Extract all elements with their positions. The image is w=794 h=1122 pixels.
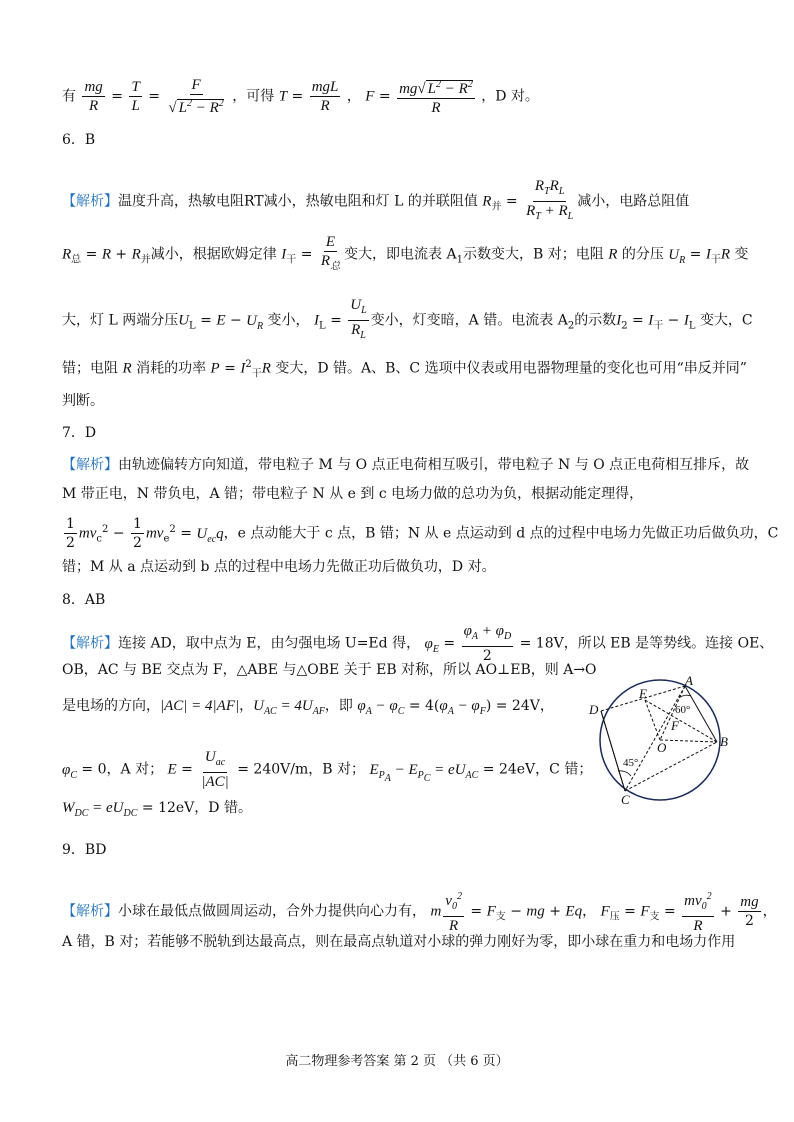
analysis-q6-line2: $R_总 = R + R_并$减小，根据欧姆定律 $I_干$ = $\frac{E}{R_总}$ 变大，即电流表 $A_1$示数变大，B 对；电阻 R 的分压 $U_R = I_干R$ 变 (62, 234, 749, 272)
analysis-q8-line1: 【解析】连接 AD，取中点为 E，由匀强电场 U=Ed 得， $\varphi_E$ = $\frac{\varphi_A + \varphi_D}{2}$ = 18V，所以 EB 是等势线。连接 OE、 (62, 623, 774, 664)
circle-geometry-figure (585, 676, 735, 806)
label-a: A (685, 676, 693, 688)
fraction: $\frac{mg}{R}$ (84, 79, 103, 114)
analysis-q7-line3: $\frac{1}{2}$ $mv_c^2$ − $\frac{1}{2}$ $mv_e^2 = U_{ec}q$，e 点动能大于 c 点，B 错；N 从 e 点运动到 d 点的过程中电场力先做正功后做负功，C (66, 516, 779, 551)
analysis-tag: 【解析】 (62, 193, 118, 210)
analysis-q7-line2: M 带正电，N 带负电，A 错；带电粒子 N 从 e 到 c 电场力做的总功为负，根据动能定理得， (62, 486, 644, 502)
analysis-q8-line5: $W_{DC} = eU_{DC} = 12eV$，D 错。 (62, 800, 252, 819)
analysis-q8-line4: $\varphi_C = 0$，A 对； E = $\frac{U_{ac}}{|AC|}$ = 240V/m，B 对； $E_{P_A} - E_{P_C} = eU_{AC} = 24eV$，C 错； (62, 749, 593, 790)
label-d: D (589, 702, 599, 717)
angle-60: 60° (675, 704, 691, 716)
analysis-q7-line4: 错；M 从 a 点运动到 b 点的过程中电场力先做正功后做负功，D 对。 (62, 559, 496, 575)
analysis-q9-line1: 【解析】小球在最低点做圆周运动，合外力提供向心力有， m $\frac{v_0^2}{R}$ = $F_支$ − mg + Eq， $F_压 = F_支$ = $\frac{mv_0^2}{R}$ + $\frac{mg}{2}$ ， (62, 888, 777, 935)
label-b: B (720, 734, 728, 749)
formula-line-tension: 有 $\frac{mg}{R}$ = $\frac{T}{L}$ = $\frac{F}{√ L^2 - R^2}$ ，可得 T = $\frac{\text{mgL}}{R}$ ， F = $\frac{mg√ L^2 - R^2}{R}$ ，D 对。 (62, 77, 539, 116)
question-number-6: 6．B (62, 132, 96, 148)
page-footer: 高二物理参考答案 第 2 页 （共 6 页） (285, 1054, 509, 1069)
analysis-q8-line3: 是电场的方向，|AC| = 4|AF|，$U_{AC} = 4U_{AF}$，即 $\varphi_A - \varphi_C = 4(\varphi_A - \varphi_F) = 24V$， (62, 698, 554, 717)
question-number-8: 8．AB (62, 592, 106, 608)
angle-45: 45° (623, 757, 639, 769)
label-f: F (671, 718, 679, 733)
label-e: E (639, 686, 647, 701)
analysis-q9-line2: A 错，B 对；若能够不脱轨到达最高点，则在最高点轨道对小球的弹力刚好为零，即小球在重力和电场力作用 (62, 934, 736, 950)
analysis-q6-line4: 错；电阻 R 消耗的功率 $P = I^2_干R$ 变大，D 错。A、B、C 选项中仪表或用电器物理量的变化也可用“串反并同” (62, 359, 747, 380)
label-o: O (657, 740, 667, 755)
analysis-q6-line5: 判断。 (62, 393, 104, 409)
analysis-q6-line3: 大，灯 L 两端分压$U_L = E - U_R$ 变小， $I_L$ = $\frac{U_L}{R_L}$ 变小，灯变暗，A 错。电流表 $A_2$的示数$I_2 = I_干 - I_L$ 变大，C (62, 297, 753, 341)
analysis-q6-line1: 【解析】温度升高，热敏电阻RT减小，热敏电阻和灯 L 的并联阻值 $R_并$ = $\frac{R_TR_L}{R_T + R_L}$ 减小，电路总阻值 (62, 178, 690, 222)
label-c: C (621, 792, 630, 806)
question-number-7: 7．D (62, 425, 97, 441)
question-number-9: 9．BD (62, 842, 107, 858)
analysis-q8-line2: OB，AC 与 BE 交点为 F，△ABE 与△OBE 关于 EB 对称，所以 AO⊥EB，则 A→O (62, 662, 597, 678)
analysis-q7-line1: 【解析】由轨迹偏转方向知道，带电粒子 M 与 O 点正电荷相互吸引，带电粒子 N 与 O 点正电荷相互排斥，故 (62, 457, 750, 473)
